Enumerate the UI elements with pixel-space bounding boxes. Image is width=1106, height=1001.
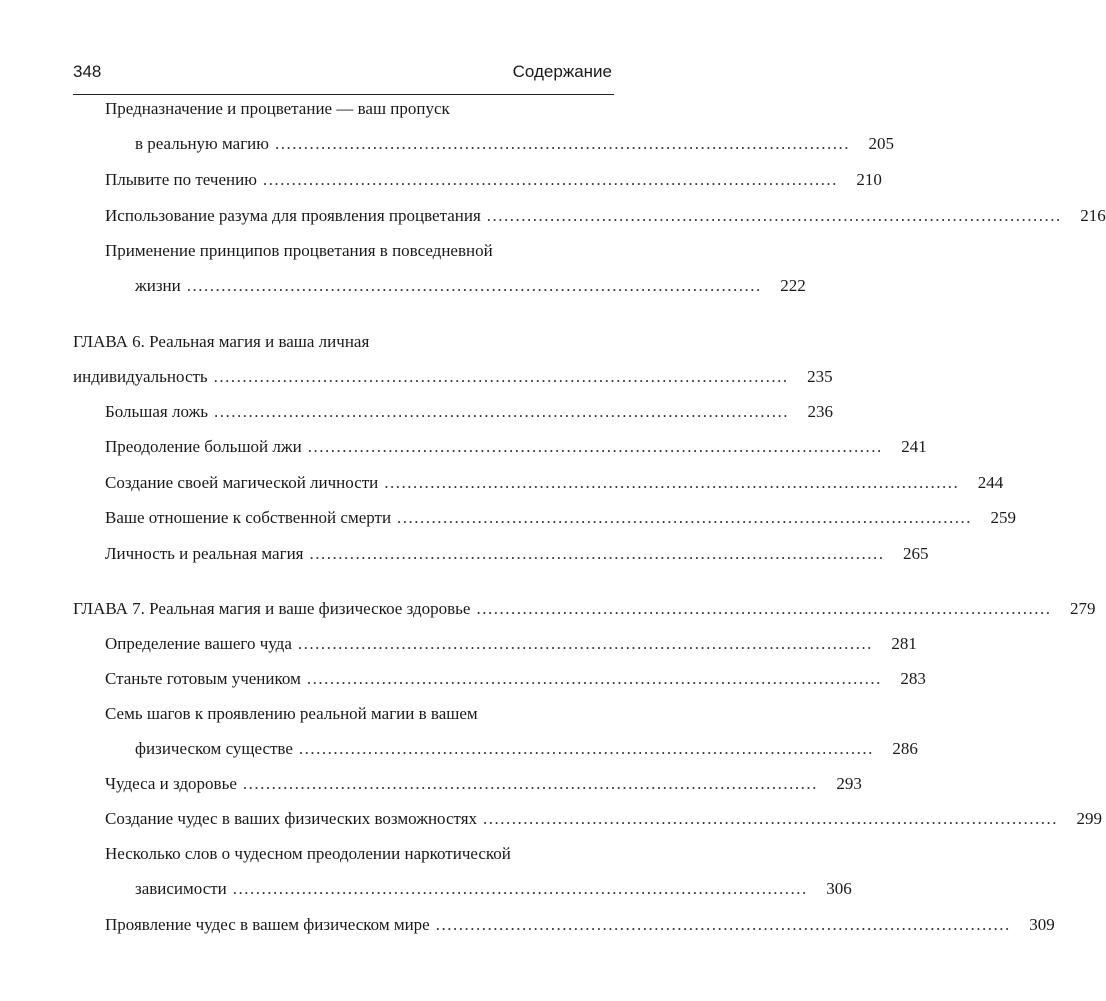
toc-page: 235 [807,367,833,386]
toc-page: 222 [780,276,806,295]
dot-leader: .................................................................................................... [476,599,1052,618]
toc-page: 265 [903,544,929,563]
running-title: Содержание [512,62,612,81]
toc-page: 306 [826,879,852,898]
toc-entry-line1: Предназначение и процветание — ваш пропуск [105,99,450,118]
toc-entry: Личность и реальная магия .................................................................................................... 265 [73,541,646,567]
toc-entry: Станьте готовым учеником .................................................................................................... 283 [73,666,646,692]
page-number: 348 [73,62,102,81]
dot-leader: .................................................................................................... [309,544,885,563]
dot-leader: .................................................................................................... [307,437,883,456]
toc-entry: Определение вашего чуда .................................................................................................... 281 [73,631,646,657]
toc-page: 279 [1069,599,1096,618]
toc-entry: Создание своей магической личности .................................................................................................... 244 [73,470,646,496]
toc-chapter-line1: ГЛАВА 6. Реальная магия и ваша личная [73,332,370,351]
dot-leader: .................................................................................................... [397,508,973,527]
toc-page: 281 [891,634,917,653]
toc-entry: Преодоление большой лжи .................................................................................................... 241 [73,434,646,460]
toc-page: 309 [1029,915,1055,934]
toc-entry-line1: Применение принципов процветания в повседневной [105,241,493,260]
toc-entry: Проявление чудес в вашем физическом мире .................................................................................................... 309 [73,912,646,938]
dot-leader: .................................................................................................... [297,634,873,653]
dot-leader: .................................................................................................... [435,915,1011,934]
toc-entry: Ваше отношение к собственной смерти .................................................................................................... 259 [73,505,646,531]
dot-leader: .................................................................................................... [262,170,838,189]
dot-leader: .................................................................................................... [242,774,818,793]
toc-page: 299 [1076,809,1103,828]
dot-leader: .................................................................................................... [486,206,1062,225]
toc-entry: Большая ложь .................................................................................................... 236 [73,399,646,425]
toc-page: 286 [892,739,918,758]
toc-entry-line1: Несколько слов о чудесном преодолении наркотической [105,844,511,863]
running-header [73,60,614,95]
toc-entry: жизни .................................................................................................... 222 [73,273,676,299]
toc-page: 283 [900,669,926,688]
dot-leader: .................................................................................................... [483,809,1059,828]
dot-leader: .................................................................................................... [213,367,789,386]
toc-entry: Чудеса и здоровье .................................................................................................... 293 [73,771,646,797]
dot-leader: .................................................................................................... [306,669,882,688]
toc-entry: Плывите по течению .................................................................................................... 210 [73,167,646,193]
dot-leader: .................................................................................................... [274,134,850,153]
toc-chapter: индивидуальность .................................................................................................... 235 [73,364,614,390]
toc-page: 236 [807,402,834,421]
toc-page: 210 [856,170,882,189]
toc-entry: в реальную магию .................................................................................................... 205 [73,131,676,157]
toc-page: 216 [1080,206,1106,225]
toc-chapter: ГЛАВА 7. Реальная магия и ваше физическое здоровье .................................................................................................... 279 [73,596,614,622]
toc-entry: Создание чудес в ваших физических возможностях .................................................................................................... 299 [73,806,646,832]
toc-page: 244 [977,473,1004,492]
dot-leader: .................................................................................................... [384,473,960,492]
dot-leader: .................................................................................................... [298,739,874,758]
dot-leader: .................................................................................................... [232,879,808,898]
toc-entry: зависимости .................................................................................................... 306 [73,876,676,902]
toc-entry-line1: Семь шагов к проявлению реальной магии в вашем [105,704,478,723]
toc-page: 259 [990,508,1017,527]
toc-page: 205 [868,134,894,153]
toc-entry: Использование разума для проявления процветания .................................................................................................... 216 [73,203,646,229]
dot-leader: .................................................................................................... [214,402,790,421]
toc-page: 241 [901,437,927,456]
dot-leader: .................................................................................................... [186,276,762,295]
toc-page: 293 [836,774,862,793]
toc-entry: физическом существе .................................................................................................... 286 [73,736,676,762]
